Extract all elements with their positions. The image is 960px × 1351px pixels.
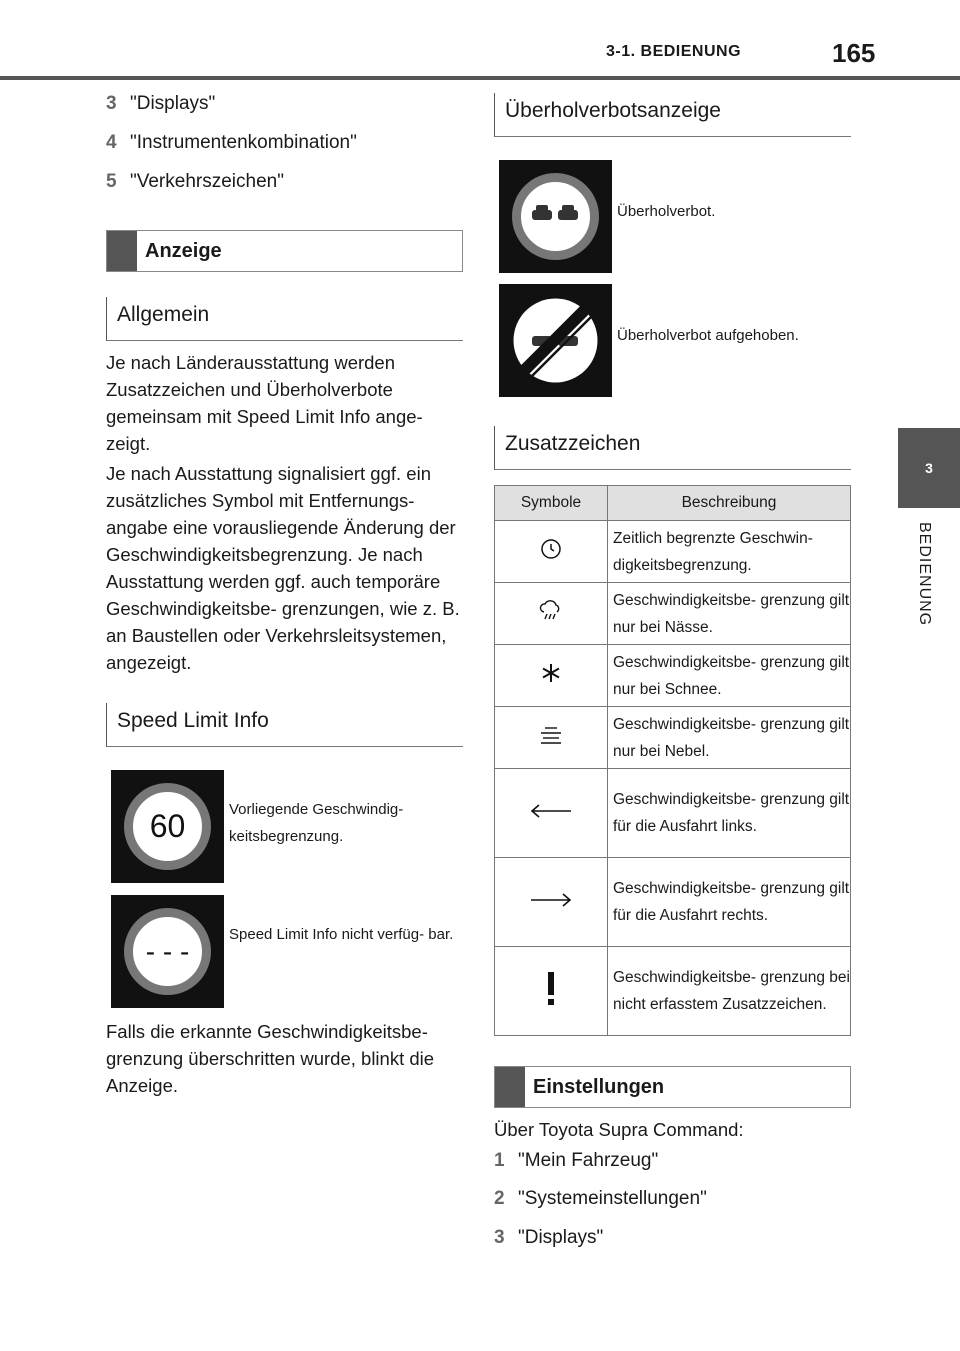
step-number: 1 xyxy=(494,1150,505,1171)
end-no-overtaking-sign xyxy=(499,284,612,397)
step-text: "Displays" xyxy=(130,93,216,114)
table-row xyxy=(495,947,851,1036)
exclamation-icon xyxy=(544,972,558,1006)
step-text: "Systemeinstellungen" xyxy=(518,1188,707,1209)
arrow-left-icon xyxy=(529,803,573,819)
step-item xyxy=(494,1227,603,1249)
sign-description: Vorliegende Geschwindig- keitsbegrenzung. xyxy=(229,801,404,845)
zusatzzeichen-table xyxy=(494,485,851,1036)
fog-icon xyxy=(538,724,564,746)
arrow-right-icon xyxy=(529,892,573,908)
rain-cloud-icon xyxy=(538,599,564,623)
subheading-allgemein: Allgemein xyxy=(106,297,463,341)
section-heading-anzeige: Anzeige xyxy=(106,230,463,272)
speed-limit-unavailable-sign xyxy=(111,895,224,1008)
table-row xyxy=(495,858,851,947)
paragraph: Je nach Länderausstattung werden Zusatzzeichen und Überholverbote gemeinsam mit Speed Limit Info ange- zeigt. xyxy=(106,352,423,454)
step-text: "Mein Fahrzeug" xyxy=(518,1150,659,1171)
row-description: Zeitlich begrenzte Geschwin- digkeitsbegrenzung. xyxy=(608,521,851,583)
step-item xyxy=(106,171,284,193)
step-text: "Verkehrszeichen" xyxy=(130,171,284,192)
speed-value: - - - xyxy=(145,936,190,967)
speed-value: 60 xyxy=(149,808,186,844)
step-number: 4 xyxy=(106,132,117,153)
step-item xyxy=(106,93,215,115)
step-number: 3 xyxy=(494,1227,505,1248)
section-title: 3-1. BEDIENUNG xyxy=(606,43,742,60)
step-text: "Displays" xyxy=(518,1227,604,1248)
step-number: 3 xyxy=(106,93,117,114)
page-header xyxy=(0,0,960,80)
section-heading-einstellungen: Einstellungen xyxy=(494,1066,851,1108)
chapter-tab: 3 xyxy=(898,428,960,508)
subheading-zusatzzeichen: Zusatzzeichen xyxy=(494,426,851,470)
step-number: 2 xyxy=(494,1188,505,1209)
row-description: Geschwindigkeitsbe- grenzung gilt für die Ausfahrt links. xyxy=(608,769,851,858)
sign-description: Überholverbot. xyxy=(617,203,716,220)
step-text: "Instrumentenkombination" xyxy=(130,132,357,153)
table-row xyxy=(495,707,851,769)
intro-text: Über Toyota Supra Command: xyxy=(494,1119,744,1140)
subheading-speed-limit: Speed Limit Info xyxy=(106,703,463,747)
sign-description: Speed Limit Info nicht verfüg- bar. xyxy=(229,926,454,943)
table-row xyxy=(495,769,851,858)
speed-limit-60-sign xyxy=(111,770,224,883)
paragraph: Falls die erkannte Geschwindigkeitsbe- grenzung überschritten wurde, blinkt die Anzeige. xyxy=(106,1021,435,1096)
row-description: Geschwindigkeitsbe- grenzung bei nicht erfasstem Zusatzzeichen. xyxy=(608,947,851,1036)
header-rule xyxy=(0,76,960,80)
table-row xyxy=(495,645,851,707)
column-header: Symbole xyxy=(495,486,608,521)
row-description: Geschwindigkeitsbe- grenzung gilt nur bei Nebel. xyxy=(608,707,851,769)
table-row xyxy=(495,583,851,645)
subheading-ueberholverbot: Überholverbotsanzeige xyxy=(494,93,851,137)
step-item xyxy=(494,1188,707,1210)
row-description: Geschwindigkeitsbe- grenzung gilt für die Ausfahrt rechts. xyxy=(608,858,851,947)
snowflake-icon xyxy=(540,662,562,684)
row-description: Geschwindigkeitsbe- grenzung gilt nur bei Schnee. xyxy=(608,645,851,707)
chapter-label: BEDIENUNG xyxy=(916,522,933,627)
step-item xyxy=(494,1150,658,1172)
column-header: Beschreibung xyxy=(608,486,851,521)
clock-icon xyxy=(539,537,563,561)
step-item xyxy=(106,132,357,154)
paragraph: Je nach Ausstattung signalisiert ggf. ein zusätzliches Symbol mit Entfernungs- angabe eine vorausliegende Änderung der Geschwindigkeitsbegrenzung. Je nach Ausstattung werden ggf. auch temporäre Geschwindigkeitsbe- grenzungen, wie z. B. an Baustellen oder Verkehrsleitsystemen, angezeigt. xyxy=(106,463,460,673)
sign-description: Überholverbot aufgehoben. xyxy=(617,327,799,344)
table-row xyxy=(495,521,851,583)
page-number: 165 xyxy=(832,38,876,68)
no-overtaking-sign xyxy=(499,160,612,273)
step-number: 5 xyxy=(106,171,117,192)
row-description: Geschwindigkeitsbe- grenzung gilt nur bei Nässe. xyxy=(608,583,851,645)
